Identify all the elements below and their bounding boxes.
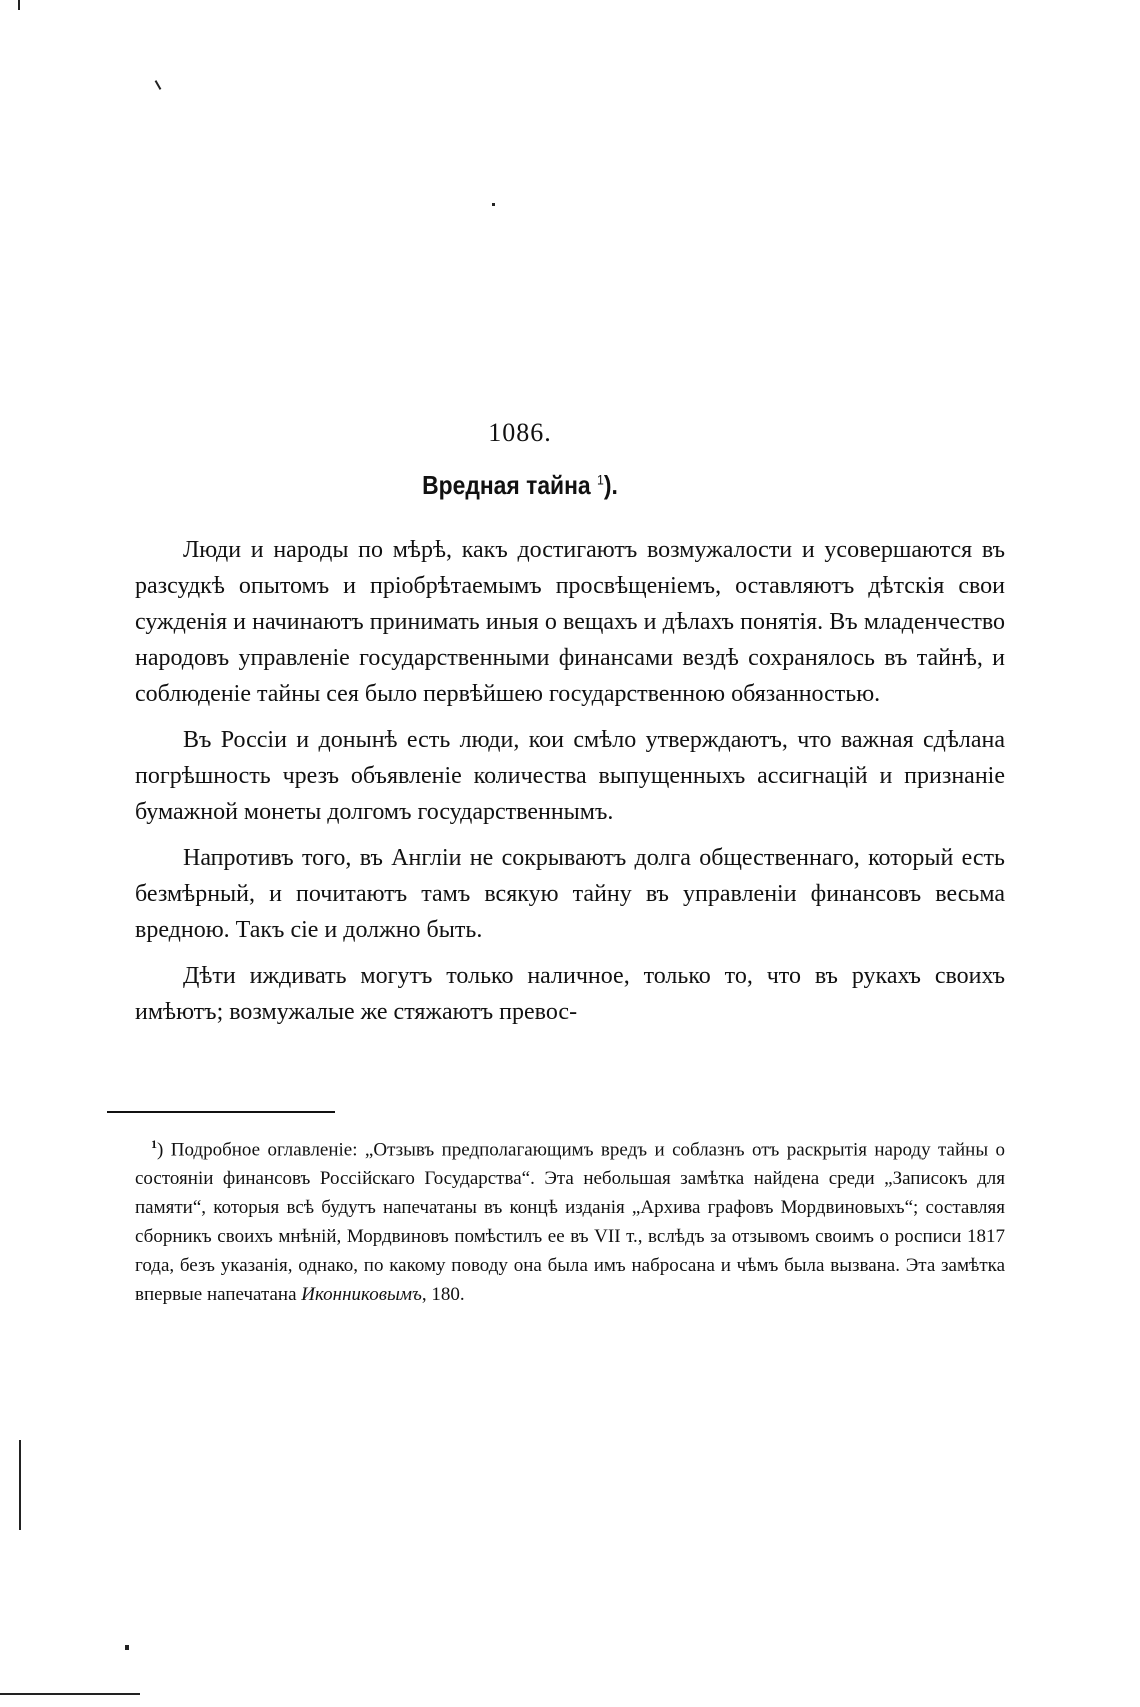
title-footnote-close: ). <box>603 470 618 500</box>
document-number: 1086. <box>488 418 552 447</box>
scan-mark-dot-bottom <box>125 1645 129 1650</box>
scan-mark-dot <box>492 203 495 206</box>
scan-mark-left-line <box>19 1440 21 1530</box>
title-footnote-mark: 1 <box>597 471 604 488</box>
paragraph-4: Дѣти иждивать могутъ только наличное, только то, что въ рукахъ своихъ имѣютъ; возмужалые же стяжаютъ превос- <box>135 963 1005 1025</box>
footnote-page-ref: , 180. <box>421 1284 465 1306</box>
paragraph-2: Въ Россіи и донынѣ есть люди, кои смѣло утверждаютъ, что важная сдѣлана погрѣшность чрезъ объявленіе количества выпущенныхъ ассигнацій и признаніе бумажной монеты долгомъ государственнымъ. <box>135 727 1005 825</box>
footnote-text: Подробное оглавленіе: „Отзывъ предполагающимъ вредъ и соблазнъ отъ раскрытія народу тайны о состояніи финансовъ Россійскаго Государства“. Эта небольшая замѣтка найдена среди „Записокъ для памяти“, которыя всѣ будутъ напечатаны въ концѣ изданія „Архива графовъ Мордвиновыхъ“; составляя сборникъ своихъ мнѣній, Мордвиновъ помѣстилъ ее въ VII т., вслѣдъ за отзывомъ своимъ о росписи 1817 года, безъ указанія, однако, по какому поводу она была имъ набросана и чѣмъ была вызвана. Эта замѣтка впервые напечатана <box>135 1139 1005 1306</box>
document-title <box>62 470 977 501</box>
paragraph-3: Напротивъ того, въ Англіи не сокрываютъ долга общественнаго, который есть безмѣрный, и почитаютъ тамъ всякую тайну въ управленіи финансовъ весьма вредною. Такъ сіе и должно быть. <box>135 845 1005 943</box>
footnote-source-name: Иконниковымъ <box>301 1284 422 1306</box>
footnote-divider <box>107 1111 335 1113</box>
body-text <box>135 532 1005 1040</box>
paragraph-1: Люди и народы по мѣрѣ, какъ достигаютъ возмужалости и усовершаются въ разсудкѣ опытомъ и пріобрѣтаемымъ просвѣщеніемъ, оставляютъ дѣтскія свои сужденія и начинаютъ принимать иныя о вещахъ и дѣлахъ понятія. Въ младенчество народовъ управленіе государственными финансами вездѣ сохранялось въ тайнѣ, и соблюденіе тайны сея было первѣйшею государственною обязанностью. <box>135 537 1005 707</box>
footnote-1 <box>135 1130 1005 1309</box>
title-text: Вредная тайна <box>422 470 591 500</box>
scan-mark-bottom-line <box>0 1693 140 1695</box>
footnotes <box>135 1130 1005 1309</box>
scan-mark-tick <box>155 80 162 90</box>
footnote-mark: 1 <box>151 1137 157 1151</box>
footnote-mark-close: ) <box>157 1139 164 1161</box>
scan-mark-top-left <box>18 0 20 10</box>
